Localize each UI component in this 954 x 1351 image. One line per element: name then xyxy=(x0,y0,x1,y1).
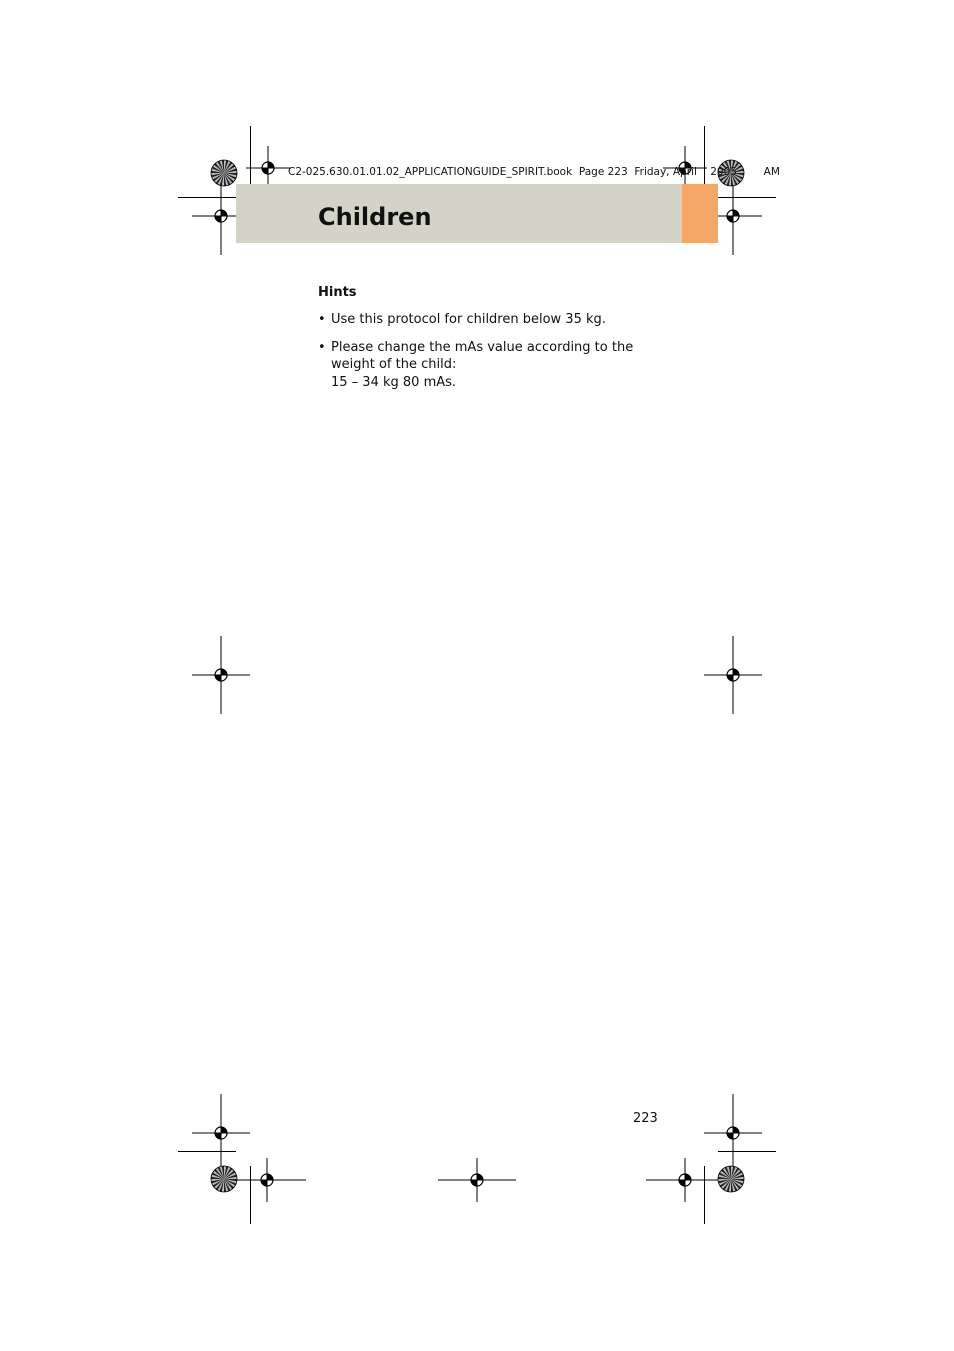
hints-list xyxy=(318,311,638,401)
print-header-date: Friday, April xyxy=(634,166,697,178)
chapter-accent-tab xyxy=(682,184,718,243)
radial-star-target-icon xyxy=(210,1165,238,1193)
registration-crosshair-icon xyxy=(704,636,762,714)
registration-crosshair-icon xyxy=(228,1158,306,1202)
bullet-icon: • xyxy=(318,312,326,327)
print-header-year: 2005 xyxy=(710,166,737,178)
chapter-title: Children xyxy=(318,203,432,231)
list-item-text: Use this protocol for children below 35 kg. xyxy=(331,312,606,327)
list-item-text: 15 – 34 kg 80 mAs. xyxy=(331,374,457,390)
print-header-filename: C2-025.630.01.01.02_APPLICATIONGUIDE_SPIRIT.book xyxy=(288,166,573,178)
page-number: 223 xyxy=(633,1111,658,1126)
chapter-title-band xyxy=(236,184,682,243)
registration-crosshair-icon xyxy=(646,1158,724,1202)
print-header xyxy=(288,166,780,178)
list-item-text: weight of the child: xyxy=(331,357,457,372)
hints-heading: Hints xyxy=(318,285,357,300)
registration-crosshair-icon xyxy=(438,1158,516,1202)
list-item xyxy=(318,311,638,329)
print-header-time: AM xyxy=(763,166,780,178)
list-item xyxy=(318,339,638,392)
radial-star-target-icon xyxy=(717,1165,745,1193)
print-header-page: Page 223 xyxy=(578,166,628,178)
bullet-icon: • xyxy=(318,339,326,355)
radial-star-target-icon xyxy=(210,159,238,187)
registration-crosshair-icon xyxy=(192,636,250,714)
list-item-text: Please change the mAs value according to the xyxy=(331,339,634,355)
